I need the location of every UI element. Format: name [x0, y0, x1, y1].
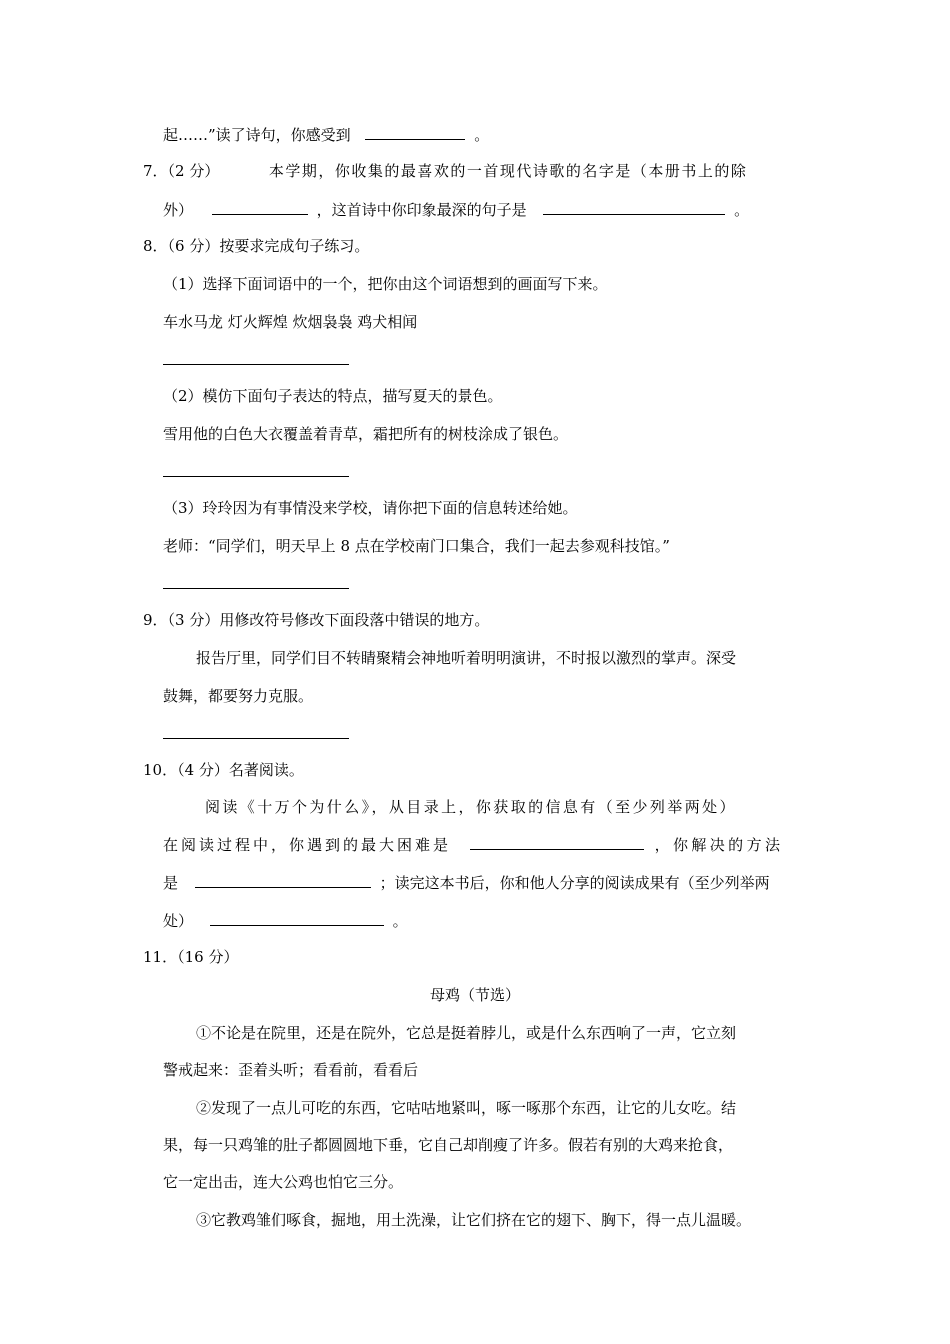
q10-text-e: 处）: [163, 912, 194, 930]
q10-text-c: 是: [163, 874, 179, 892]
answer-blank-q10-difficulty[interactable]: [470, 834, 644, 850]
q10-line4: [163, 910, 408, 931]
question-11-heading: 11．（16 分）: [143, 948, 239, 966]
passage-p2-line1: ②发现了一点儿可吃的东西，它咕咕地紧叫，啄一啄那个东西，让它的儿女吃。结: [196, 1099, 737, 1117]
answer-blank-q10-share[interactable]: [210, 910, 384, 926]
passage-title: 母鸡（节选）: [429, 986, 520, 1004]
q7-text-a: 外）: [163, 201, 194, 219]
answer-line-q8-1[interactable]: [163, 364, 349, 365]
passage-p1-line1: ①不论是在院里，还是在院外，它总是挺着脖儿，或是什么东西响了一声，它立刻: [196, 1024, 737, 1042]
q9-paragraph-line2: 鼓舞，都要努力克服。: [163, 687, 314, 705]
q7-line2: [163, 199, 749, 220]
punct: 。: [734, 201, 750, 219]
q8-part3: （3）玲玲因为有事情没来学校，请你把下面的信息转述给她。: [163, 499, 578, 517]
answer-blank-q7-sentence[interactable]: [543, 199, 725, 215]
answer-line-q8-2[interactable]: [163, 476, 349, 477]
q8-part2: （2）模仿下面句子表达的特点，描写夏天的景色。: [163, 387, 503, 405]
q10-line3: [163, 872, 770, 893]
q7-line1: [143, 161, 747, 181]
q9-paragraph-line1: 报告厅里，同学们目不转睛聚精会神地听着明明演讲，不时报以激烈的掌声。深受: [196, 649, 737, 667]
q10-text-d: ；读完这本书后，你和他人分享的阅读成果有（至少列举两: [379, 874, 770, 892]
punct: 。: [392, 912, 408, 930]
question-10-heading: 10．（4 分）名著阅读。: [143, 761, 304, 779]
answer-blank-q6[interactable]: [365, 124, 465, 140]
q7-prompt: 本学期，你收集的最喜欢的一首现代诗歌的名字是（本册书上的除: [268, 162, 748, 180]
question-9-heading: 9．（3 分）用修改符号修改下面段落中错误的地方。: [143, 611, 490, 629]
answer-line-q9[interactable]: [163, 738, 349, 739]
q10-text-b: ，你解决的方法: [654, 836, 784, 854]
q6-tail-line: [163, 124, 489, 145]
punct: 。: [474, 126, 490, 144]
q6-tail-text: 起……”读了诗句，你感受到: [163, 126, 351, 144]
q8-part1: （1）选择下面词语中的一个，把你由这个词语想到的画面写下来。: [163, 275, 608, 293]
q8-part1-words: 车水马龙 灯火辉煌 炊烟袅袅 鸡犬相闻: [163, 313, 418, 331]
passage-p1-line2: 警戒起来：歪着头听；看看前，看看后: [163, 1061, 419, 1079]
answer-blank-q7-poem[interactable]: [212, 199, 308, 215]
q8-part2-sentence: 雪用他的白色大衣覆盖着青草，霜把所有的树枝涂成了银色。: [163, 425, 569, 443]
q10-line1: 阅读《十万个为什么》，从目录上，你获取的信息有（至少列举两处）: [205, 798, 737, 816]
question-7-number: 7．（2 分）: [143, 162, 220, 180]
answer-line-q8-3[interactable]: [163, 588, 349, 589]
question-8-heading: 8．（6 分）按要求完成句子练习。: [143, 237, 370, 255]
passage-p2-line2: 果，每一只鸡雏的肚子都圆圆地下垂，它自己却削瘦了许多。假若有别的大鸡来抢食，: [163, 1136, 734, 1154]
passage-p3-line1: ③它教鸡雏们啄食，掘地，用土洗澡，让它们挤在它的翅下、胸下，得一点儿温暖。: [196, 1211, 752, 1229]
q10-text-a: 在阅读过程中，你遇到的最大困难是: [163, 836, 452, 854]
answer-blank-q10-method[interactable]: [195, 872, 371, 888]
q10-line2: [163, 834, 783, 855]
q7-text-b: ，这首诗中你印象最深的句子是: [316, 201, 527, 219]
q8-part3-sentence: 老师：“同学们，明天早上 8 点在学校南门口集合，我们一起去参观科技馆。”: [163, 537, 670, 555]
passage-p2-line3: 它一定出击，连大公鸡也怕它三分。: [163, 1173, 404, 1191]
